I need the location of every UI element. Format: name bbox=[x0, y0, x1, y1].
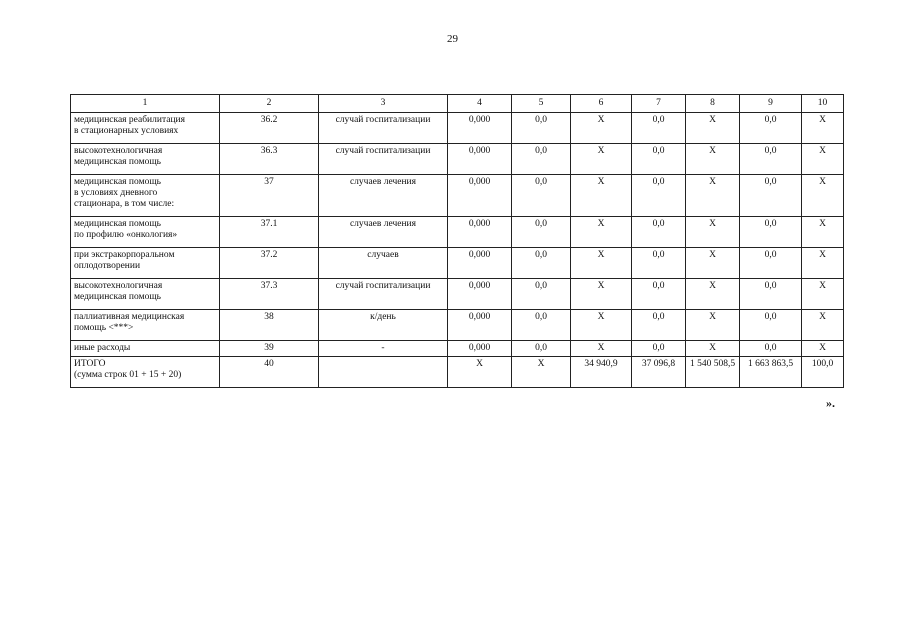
column-header: 6 bbox=[571, 95, 632, 113]
table-body bbox=[71, 113, 844, 388]
table-cell-c7: 0,0 bbox=[632, 113, 686, 144]
table-cell-code: 37.3 bbox=[220, 279, 319, 310]
table-cell-c6: X bbox=[571, 341, 632, 357]
table-cell-c4: X bbox=[448, 357, 512, 388]
table-cell-c8: X bbox=[686, 113, 740, 144]
table-cell-code: 37.1 bbox=[220, 217, 319, 248]
table-cell-c10: 100,0 bbox=[802, 357, 844, 388]
table-cell-c10: X bbox=[802, 144, 844, 175]
table-row bbox=[71, 341, 844, 357]
table-cell-name: иные расходы bbox=[71, 341, 220, 357]
table-cell-c9: 0,0 bbox=[740, 279, 802, 310]
table-cell-c7: 0,0 bbox=[632, 144, 686, 175]
table-cell-c9: 0,0 bbox=[740, 175, 802, 217]
table-cell-c6: X bbox=[571, 113, 632, 144]
table-cell-c5: 0,0 bbox=[512, 175, 571, 217]
table-cell-name: медицинская реабилитация в стационарных условиях bbox=[71, 113, 220, 144]
table-cell-c4: 0,000 bbox=[448, 113, 512, 144]
table-cell-c6: X bbox=[571, 144, 632, 175]
table-cell-c10: X bbox=[802, 310, 844, 341]
table-cell-c6: X bbox=[571, 248, 632, 279]
table-cell-c4: 0,000 bbox=[448, 175, 512, 217]
closing-quote-mark: ». bbox=[826, 396, 835, 410]
table-cell-c4: 0,000 bbox=[448, 217, 512, 248]
table-cell-name: при экстракорпоральном оплодотворении bbox=[71, 248, 220, 279]
table-row bbox=[71, 113, 844, 144]
table-cell-c4: 0,000 bbox=[448, 341, 512, 357]
table-cell-code: 39 bbox=[220, 341, 319, 357]
table-cell-c10: X bbox=[802, 175, 844, 217]
table-cell-unit: - bbox=[319, 341, 448, 357]
table-cell-c10: X bbox=[802, 248, 844, 279]
table-cell-c8: X bbox=[686, 144, 740, 175]
table-cell-c7: 37 096,8 bbox=[632, 357, 686, 388]
table-cell-c5: 0,0 bbox=[512, 217, 571, 248]
table-cell-c7: 0,0 bbox=[632, 175, 686, 217]
table-cell-c8: X bbox=[686, 310, 740, 341]
table-cell-code: 37.2 bbox=[220, 248, 319, 279]
column-header: 4 bbox=[448, 95, 512, 113]
table-cell-unit: к/день bbox=[319, 310, 448, 341]
table-cell-c6: X bbox=[571, 279, 632, 310]
data-table bbox=[70, 94, 844, 388]
column-header: 9 bbox=[740, 95, 802, 113]
table-cell-c7: 0,0 bbox=[632, 310, 686, 341]
table-cell-unit bbox=[319, 357, 448, 388]
table-cell-c8: X bbox=[686, 175, 740, 217]
column-header: 7 bbox=[632, 95, 686, 113]
table-cell-c7: 0,0 bbox=[632, 279, 686, 310]
column-header: 3 bbox=[319, 95, 448, 113]
table-cell-name: медицинская помощь в условиях дневного стационара, в том числе: bbox=[71, 175, 220, 217]
header-row bbox=[71, 95, 844, 113]
table-row bbox=[71, 175, 844, 217]
table-cell-c10: X bbox=[802, 279, 844, 310]
column-header: 10 bbox=[802, 95, 844, 113]
column-header: 2 bbox=[220, 95, 319, 113]
table-cell-c8: X bbox=[686, 279, 740, 310]
table-cell-name: медицинская помощь по профилю «онкология» bbox=[71, 217, 220, 248]
table-row bbox=[71, 357, 844, 388]
table-cell-c5: 0,0 bbox=[512, 113, 571, 144]
table-cell-unit: случай госпитализации bbox=[319, 279, 448, 310]
table-cell-c9: 0,0 bbox=[740, 341, 802, 357]
table-cell-c8: X bbox=[686, 248, 740, 279]
column-header: 5 bbox=[512, 95, 571, 113]
column-header: 8 bbox=[686, 95, 740, 113]
table-cell-code: 37 bbox=[220, 175, 319, 217]
table-cell-name: ИТОГО (сумма строк 01 + 15 + 20) bbox=[71, 357, 220, 388]
table-cell-unit: случаев bbox=[319, 248, 448, 279]
table-cell-c4: 0,000 bbox=[448, 248, 512, 279]
table-cell-c6: X bbox=[571, 175, 632, 217]
table-cell-name: высокотехнологичная медицинская помощь bbox=[71, 279, 220, 310]
table-cell-c9: 0,0 bbox=[740, 113, 802, 144]
table-cell-code: 38 bbox=[220, 310, 319, 341]
table-cell-code: 40 bbox=[220, 357, 319, 388]
table-row bbox=[71, 310, 844, 341]
table-cell-code: 36.2 bbox=[220, 113, 319, 144]
table-cell-c5: 0,0 bbox=[512, 341, 571, 357]
table-cell-c6: X bbox=[571, 310, 632, 341]
table-cell-c5: 0,0 bbox=[512, 144, 571, 175]
table-cell-c9: 0,0 bbox=[740, 217, 802, 248]
table-cell-name: высокотехнологичная медицинская помощь bbox=[71, 144, 220, 175]
table-cell-c9: 0,0 bbox=[740, 144, 802, 175]
table-cell-unit: случай госпитализации bbox=[319, 144, 448, 175]
table-row bbox=[71, 279, 844, 310]
column-header: 1 bbox=[71, 95, 220, 113]
table-cell-name: паллиативная медицинская помощь <***> bbox=[71, 310, 220, 341]
table-cell-c4: 0,000 bbox=[448, 144, 512, 175]
table-cell-unit: случаев лечения bbox=[319, 217, 448, 248]
table-cell-c5: 0,0 bbox=[512, 248, 571, 279]
table-cell-c8: X bbox=[686, 217, 740, 248]
table-cell-c6: 34 940,9 bbox=[571, 357, 632, 388]
table-cell-unit: случай госпитализации bbox=[319, 113, 448, 144]
table-cell-c5: 0,0 bbox=[512, 310, 571, 341]
table-cell-c8: 1 540 508,5 bbox=[686, 357, 740, 388]
table-cell-c7: 0,0 bbox=[632, 217, 686, 248]
table-cell-c5: 0,0 bbox=[512, 279, 571, 310]
table-row bbox=[71, 248, 844, 279]
table-cell-c4: 0,000 bbox=[448, 310, 512, 341]
table-cell-c9: 0,0 bbox=[740, 310, 802, 341]
table-cell-c10: X bbox=[802, 341, 844, 357]
table-cell-c8: X bbox=[686, 341, 740, 357]
table-row bbox=[71, 217, 844, 248]
table-cell-c6: X bbox=[571, 217, 632, 248]
table-cell-c7: 0,0 bbox=[632, 341, 686, 357]
table-cell-code: 36.3 bbox=[220, 144, 319, 175]
table-cell-c5: X bbox=[512, 357, 571, 388]
table-cell-c9: 0,0 bbox=[740, 248, 802, 279]
table-row bbox=[71, 144, 844, 175]
table-cell-c10: X bbox=[802, 217, 844, 248]
page-number: 29 bbox=[447, 33, 458, 45]
table-cell-c7: 0,0 bbox=[632, 248, 686, 279]
table-cell-c10: X bbox=[802, 113, 844, 144]
table-cell-c4: 0,000 bbox=[448, 279, 512, 310]
table-cell-c9: 1 663 863,5 bbox=[740, 357, 802, 388]
table-cell-unit: случаев лечения bbox=[319, 175, 448, 217]
